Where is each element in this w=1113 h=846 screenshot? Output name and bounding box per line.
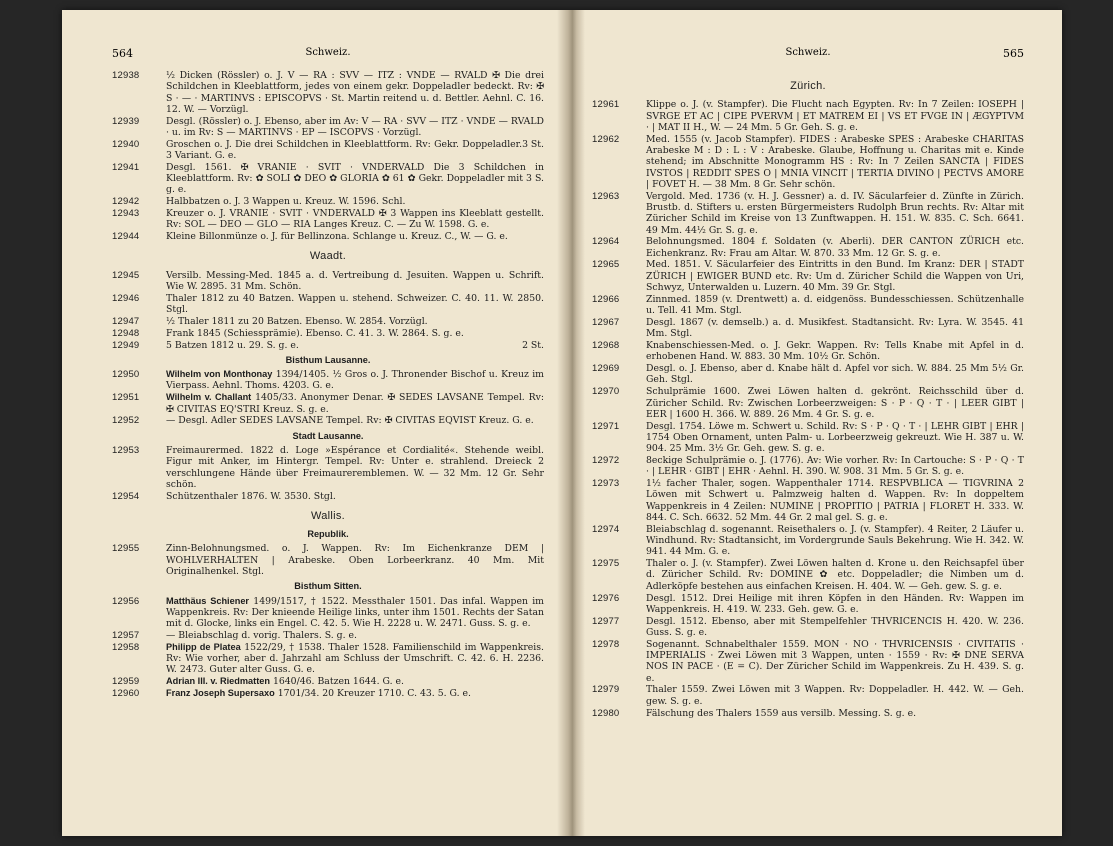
entry-text [166, 208, 544, 231]
lot-number: 12963 [592, 190, 620, 202]
entry-text [166, 392, 544, 415]
entry-description: 1640/46. Batzen 1644. G. e. [269, 676, 404, 688]
lot-number: 12944 [112, 231, 140, 243]
entry-description: Kreuzer o. J. VRANIE · SVIT · VNDERVALD ✠ 3 Wappen ins Kleeblatt gestellt. Rv: SOL — DEO — GLO — RIA Langes Kreuz. C. — Zu W. 1598. G. e. [166, 208, 544, 231]
entry-description: Desgl. (Rössler) o. J. Ebenso, aber im Av: V — RA · SVV — ITZ · VNDE — RVALD · u. im Rv: S — MARTINVS · EP — ISCOPVS · Vorzügl. [166, 115, 544, 138]
catalog-entry [112, 642, 544, 676]
catalog-entry [112, 491, 544, 502]
lot-number: 12939 [112, 115, 140, 127]
catalog-entry [592, 524, 1024, 558]
entry-description: — Bleiabschlag d. vorig. Thalers. S. g. e. [166, 630, 358, 642]
entry-text [646, 99, 1024, 133]
catalog-entry [112, 116, 544, 139]
ruler-name: Adrian III. v. Riedmatten [166, 676, 270, 687]
lot-number: 12967 [592, 316, 620, 328]
entry-description: Desgl. 1512. Ebenso, aber mit Stempelfehler THVRICENCIS H. 420. W. 236. Guss. S. g. e. [646, 615, 1024, 638]
lot-number: 12955 [112, 543, 140, 555]
lot-number: 12959 [112, 676, 140, 688]
catalog-entry [592, 340, 1024, 363]
catalog-entry [592, 294, 1024, 317]
catalog-entry [112, 630, 544, 641]
subsection-heading: Stadt Lausanne. [292, 430, 364, 441]
right-running-title: Schweiz. [785, 47, 831, 58]
lot-number: 12979 [592, 684, 620, 696]
piece-count: 3 St. [522, 138, 544, 150]
lot-number: 12946 [112, 292, 140, 304]
catalog-entry [592, 134, 1024, 190]
entry-text [646, 593, 1024, 616]
entry-description: 1522/29, † 1538. Thaler 1528. Familienschild im Wappenkreis. Rv: Wie vorher, aber d. Jahrzahl am Schluss der Umschrift. C. 42. 6. H. 2236. W. 2473. Guter alter Guss. G. e. [166, 641, 544, 676]
lot-number: 12938 [112, 70, 140, 81]
entry-text [166, 116, 544, 139]
entry-description: Groschen o. J. Die drei Schildchen in Kleeblattform. Rv: Gekr. Doppeladler. 3 Variant. G. e. [166, 138, 523, 162]
lot-number: 12958 [112, 641, 140, 653]
entry-description: Med. 1851. V. Säcularfeier des Eintritts in den Bund. Im Kranz: DER | STADT ZÜRICH | EWIGER BUND etc. Rv: Um d. Züricher Schild die Wappen von Uri, Schwyz, Unterwalden u. Luzern. 40 Mm. 39 Gr. Stgl. [646, 259, 1024, 294]
lot-number: 12968 [592, 340, 620, 352]
entry-description: Desgl. 1512. Drei Heilige mit ihren Köpfen in den Händen. Rv: Wappen im Wappenkreis. H. 419. W. 233. Geh. gew. G. e. [646, 592, 1024, 615]
catalog-entry [112, 688, 544, 699]
catalog-entry [112, 208, 544, 231]
entry-description: Desgl. 1867 (v. demselb.) a. d. Musikfest. Stadtansicht. Rv: Lyra. W. 3545. 41 Mm. Stgl. [646, 316, 1024, 340]
entry-description: Kleine Billonmünze o. J. für Bellinzona. Schlange u. Kreuz. C., W. — G. e. [166, 231, 508, 243]
lot-number: 12952 [112, 415, 140, 427]
entry-text [166, 445, 544, 490]
ruler-name: Matthäus Schiener [166, 595, 250, 606]
catalog-entry [112, 340, 544, 351]
entry-description: Vergold. Med. 1736 (v. H. J. Gessner) a. d. IV. Säcularfeier d. Zünfte in Zürich. Brustb. d. Stifters u. ersten Bürgermeisters Rudolph Brun rechts. Rv: Altar mit Züricher Schild im Kreise von 13 Zunftwappen. H. 151. W. 835. C. Sch. 6641. 49 Mm. 44½ Gr. S. g. e. [646, 190, 1024, 236]
entry-description: 1394/1405. ½ Gros o. J. Thronender Bischof u. Kreuz im Vierpass. Aehnl. Thoms. 4203. G. e. [166, 369, 545, 392]
lot-number: 12965 [592, 259, 620, 271]
entry-description: Desgl. o. J. Ebenso, aber d. Knabe hält d. Apfel vor sich. W. 884. 25 Mm 5½ Gr. Geh. Stgl. [646, 363, 1024, 386]
lot-number: 12945 [112, 269, 140, 281]
catalog-entry [112, 70, 544, 115]
entry-description: Sogenannt. Schnabelthaler 1559. MON · NO · THVRICENSIS · CIVITATIS · IMPERIALIS · Zwei Löwen mit 3 Wappen, unten · 1559 · Rv: ✠ DNE SERVA NOS IN PACE · (E = C). Der Züricher Schild im Wappenkreis. Zu H. 439. S. g. e. [646, 638, 1024, 684]
catalog-entry [112, 392, 544, 415]
entry-description: Klippe o. J. (v. Stampfer). Die Flucht nach Egypten. Rv: In 7 Zeilen: IOSEPH | SVRGE ET AC | CIPE PVERVM | ET MATREM EI | VS ET FVGE IN | ÆGYPTVM · | MAT II H., W. — 24 Mm. 5 Gr. Geh. S. g. e. [646, 99, 1024, 133]
lot-number: 12941 [112, 161, 140, 173]
catalog-entry [112, 231, 544, 242]
catalog-entry [592, 191, 1024, 236]
lot-number: 12940 [112, 138, 140, 150]
entry-description: 8eckige Schulprämie o. J. (1776). Av: Wie vorher. Rv: In Cartouche: S · P · Q · T · | LEHR · GIBT | EHR · Aehnl. H. 390. W. 908. 31 Mm. 5 Gr. S. g. e. [646, 455, 1024, 478]
lot-number: 12943 [112, 208, 140, 220]
section-heading: Zürich. [790, 80, 826, 92]
lot-number: 12950 [112, 369, 140, 381]
catalog-entry [112, 676, 544, 687]
entry-description: Bleiabschlag d. sogenannt. Reisethalers o. J. (v. Stampfer). 4 Reiter, 2 Läufer u. Windhund. Rv: Stadtansicht, im Vordergrunde Sauls Bekehrung. Wie H. 342. W. 941. 44 Mm. G. e. [646, 523, 1024, 558]
catalog-entry [592, 363, 1024, 386]
lot-number: 12942 [112, 196, 140, 208]
subsection-heading: Bisthum Sitten. [294, 581, 362, 592]
lot-number: 12978 [592, 638, 620, 650]
catalog-entry [592, 317, 1024, 340]
catalog-entry [112, 369, 544, 392]
catalog-entry [592, 708, 1024, 719]
entry-text [646, 616, 1024, 639]
entry-text [166, 543, 544, 577]
entry-text [646, 478, 1024, 523]
catalog-entry [592, 386, 1024, 420]
entry-text [646, 708, 1024, 719]
lot-number: 12976 [592, 592, 620, 604]
entry-text [166, 688, 544, 699]
entry-description: 1701/34. 20 Kreuzer 1710. C. 43. 5. G. e. [274, 688, 472, 700]
entry-description: Schulprämie 1600. Zwei Löwen halten d. gekrönt. Reichsschild über d. Züricher Schild. Rv: Zwischen Lorbeerzweigen: S · P · Q · T · | LEER GIBT | EER | 1600 H. 366. W. 889. 26 Mm. 4 Gr. S. g. e. [646, 386, 1024, 420]
catalog-entry [592, 684, 1024, 707]
lot-number: 12971 [592, 420, 620, 432]
entry-text [166, 162, 544, 196]
ruler-name: Wilhelm v. Challant [166, 392, 252, 403]
catalog-entry [112, 445, 544, 490]
entry-text [166, 596, 544, 630]
lot-number: 12954 [112, 490, 140, 502]
entry-description: Halbbatzen o. J. 3 Wappen u. Kreuz. W. 1596. Schl. [166, 196, 406, 208]
entry-description: 1499/1517, † 1522. Messthaler 1501. Das infal. Wappen im Wappenkreis. Rv: Der knieende Heilige links, unter ihm 1501. Rechts der Satan mit d. Glocke, links ein Engel. C. 42. 5. Wie H. 2228 u. W. 2471. Guss. S. g. e. [166, 595, 544, 630]
entry-text [166, 676, 544, 687]
catalog-entry [112, 293, 544, 316]
right-page-number: 565 [1003, 47, 1024, 60]
entry-description: 1405/33. Anonymer Denar. ✠ SEDES LAVSANE Tempel. Rv: ✠ CIVITAS EQ'STRI Kreuz. S. g. e. [166, 392, 544, 415]
entry-description: Frank 1845 (Schiessprämie). Ebenso. C. 41. 3. W. 2864. S. g. e. [166, 327, 464, 339]
catalog-entry [592, 593, 1024, 616]
section-heading: Wallis. [310, 509, 346, 522]
catalog-entry [592, 639, 1024, 684]
entry-description: Schützenthaler 1876. W. 3530. Stgl. [166, 490, 336, 502]
entry-text [646, 317, 1024, 340]
piece-count: 2 St. [522, 339, 544, 351]
entry-description: ½ Thaler 1811 zu 20 Batzen. Ebenso. W. 2854. Vorzügl. [166, 315, 428, 327]
catalog-entry [112, 596, 544, 630]
entry-description: Thaler o. J. (v. Stampfer). Zwei Löwen halten d. Krone u. den Reichsapfel über d. Züricher Schild. Rv: DOMINE ✿ etc. Doppeladler; die Nimben um d. Adlerköpfe bestehen aus einfachen Kreisen. H. 404. W. — Geh. gew. S. g. e. [646, 558, 1024, 592]
catalog-entry [112, 162, 544, 196]
entry-text [646, 134, 1024, 190]
entry-text [166, 70, 544, 115]
right-page [592, 72, 1024, 719]
entry-description: Med. 1555 (v. Jacob Stampfer). FIDES : Arabeske SPES : Arabeske CHARITAS Arabeske M : D : L : V : Arabeske. Glaube, Hoffnung u. Charitas mit e. Kinde stehend; im Abschnitte Monogramm HS : Rv: In 7 Zeilen SANCTA | FIDES IVSTOS | REDDIT SPES O | MNIA VINCIT | TERTIA DIVINO | PECTVS AMORE | FOVET H. — 38 Mm. 8 Gr. Sehr schön. [646, 133, 1024, 190]
entry-description: Desgl. 1754. Löwe m. Schwert u. Schild. Rv: S · P · Q · T · | LEHR GIBT | EHR | 1754 Oben Ornament, unten Palm- u. Lorbeerzweig gekreuzt. Wie H. 387 u. W. 904. 25 Mm. 3½ Gr. Geh. gew. S. g. e. [646, 420, 1024, 455]
lot-number: 12947 [112, 315, 140, 327]
entry-text [166, 316, 544, 327]
entry-text [166, 491, 544, 502]
lot-number: 12961 [592, 99, 620, 111]
lot-number: 12970 [592, 386, 620, 398]
entry-text [166, 415, 544, 426]
lot-number: 12964 [592, 236, 620, 248]
lot-number: 12969 [592, 363, 620, 375]
entry-text [166, 369, 544, 392]
lot-number: 12951 [112, 392, 140, 404]
entry-text [646, 340, 1024, 363]
lot-number: 12966 [592, 293, 620, 305]
entry-description: Belohnungsmed. 1804 f. Soldaten (v. Aberli). DER CANTON ZÜRICH etc. Eichenkranz. Rv: Frau am Altar. W. 870. 33 Mm. 12 Gr. S. g. e. [646, 236, 1024, 259]
entry-text [646, 236, 1024, 259]
left-running-title: Schweiz. [305, 47, 351, 58]
subsection-heading: Bisthum Lausanne. [285, 354, 371, 365]
catalog-entry [112, 270, 544, 293]
entry-text [166, 642, 544, 676]
book-spread [62, 10, 1062, 836]
catalog-entry [592, 558, 1024, 592]
entry-description: Thaler 1812 zu 40 Batzen. Wappen u. stehend. Schweizer. C. 40. 11. W. 2850. Stgl. [166, 292, 544, 316]
entry-description: ½ Dicken (Rössler) o. J. V — RA : SVV — ITZ : VNDE — RVALD ✠ Die drei Schildchen in Kleeblattform, jedes von einem gekr. Doppeladler bedeckt. Rv: ✠ S · — · MARTINVS : EPISCOPVS · St. Martin reitend u. d. Bettler. Aehnl. C. 16. 12. W. — Vorzügl. [166, 70, 544, 115]
entry-description: — Desgl. Adler SEDES LAVSANE Tempel. Rv: ✠ CIVITAS EQVIST Kreuz. G. e. [166, 415, 534, 427]
lot-number: 12960 [112, 688, 140, 700]
entry-text [646, 386, 1024, 420]
entry-text [646, 421, 1024, 455]
entry-description: 1½ facher Thaler, sogen. Wappenthaler 1714. RESPVBLICA — TIGVRINA 2 Löwen mit Schwert u. Palmzweig halten d. Wappen. Rv: In doppeltem Wappenkreis in 4 Zeilen: NUMINE | PROPITIO | PATRIA | FLORET H. 333. W. 844. C. Sch. 6632. 52 Mm. 44 Gr. 2 mal gel. S. g. e. [646, 478, 1024, 523]
catalog-entry [592, 236, 1024, 259]
ruler-name: Franz Joseph Supersaxo [166, 688, 275, 699]
lot-number: 12980 [592, 707, 620, 719]
lot-number: 12972 [592, 455, 620, 466]
lot-number: 12957 [112, 630, 140, 642]
catalog-entry [592, 421, 1024, 455]
lot-number: 12949 [112, 339, 140, 351]
entry-description: Desgl. 1561. ✠ VRANIE · SVIT · VNDERVALD Die 3 Schildchen in Kleeblattform. Rv: ✿ SOLI ✿ DEO ✿ GLORIA ✿ 61 ✿ Gekr. Doppeladler mit 3 S. g. e. [166, 161, 544, 196]
entry-text [646, 684, 1024, 707]
entry-text [166, 340, 544, 351]
left-page [112, 70, 544, 700]
lot-number: 12974 [592, 523, 620, 535]
catalog-entry [592, 616, 1024, 639]
catalog-entry [112, 196, 544, 207]
catalog-entry [592, 259, 1024, 293]
catalog-entry [112, 328, 544, 339]
left-page-number: 564 [112, 47, 133, 60]
entry-text [166, 196, 544, 207]
catalog-entry [112, 139, 544, 162]
entry-description: Zinn-Belohnungsmed. o. J. Wappen. Rv: Im Eichenkranze DEM | WOHLVERHALTEN | Arabeske. Oben Lorbeerkranz. 40 Mm. Mit Originalhenkel. Stgl. [166, 543, 544, 578]
entry-description: Zinnmed. 1859 (v. Drentwett) a. d. eidgenöss. Bundesschiessen. Schützenhalle u. Tell. 41 Mm. Stgl. [646, 293, 1024, 317]
entry-text [166, 630, 544, 641]
entry-text [166, 231, 544, 242]
entry-text [646, 558, 1024, 592]
entry-description: Fälschung des Thalers 1559 aus versilb. Messing. S. g. e. [646, 707, 917, 719]
lot-number: 12975 [592, 558, 620, 570]
catalog-entry [592, 478, 1024, 523]
ruler-name: Philipp de Platea [166, 641, 241, 652]
entry-text [646, 524, 1024, 558]
catalog-entry [112, 415, 544, 426]
entry-text [166, 293, 544, 316]
catalog-entry [592, 455, 1024, 478]
lot-number: 12948 [112, 327, 140, 339]
entry-description: Freimaurermed. 1822 d. Loge »Espérance et Cordialité«. Stehende weibl. Figur mit Anker, im Hintergr. Tempel. Rv: Unter e. strahlend. Dreieck 2 verschlungene Hände über Freimaureremblemen. W. — 32 Mm. 12 Gr. Sehr schön. [166, 444, 544, 490]
entry-description: Thaler 1559. Zwei Löwen mit 3 Wappen. Rv: Doppeladler. H. 442. W. — Geh. gew. S. g. e. [646, 684, 1024, 707]
lot-number: 12962 [592, 133, 620, 145]
entry-text [166, 328, 544, 339]
catalog-entry [112, 316, 544, 327]
ruler-name: Wilhelm von Monthonay [166, 369, 273, 380]
lot-number: 12973 [592, 478, 620, 490]
catalog-entry [592, 99, 1024, 133]
entry-text [646, 639, 1024, 684]
entry-description: 5 Batzen 1812 u. 29. S. g. e. [166, 339, 299, 351]
entry-text [166, 270, 544, 293]
entry-text [646, 455, 1024, 478]
entry-text [646, 294, 1024, 317]
entry-description: Knabenschiessen-Med. o. J. Gekr. Wappen. Rv: Tells Knabe mit Apfel in d. erhobenen Hand. W. 883. 30 Mm. 10½ Gr. Schön. [646, 340, 1024, 363]
entry-text [646, 191, 1024, 236]
lot-number: 12977 [592, 615, 620, 627]
subsection-heading: Republik. [307, 529, 349, 540]
entry-description: Versilb. Messing-Med. 1845 a. d. Vertreibung d. Jesuiten. Wappen u. Schrift. Wie W. 2895. 31 Mm. Schön. [166, 269, 544, 293]
lot-number: 12956 [112, 595, 140, 607]
lot-number: 12953 [112, 444, 140, 456]
entry-text [166, 139, 544, 162]
section-heading: Waadt. [309, 250, 347, 263]
entry-text [646, 259, 1024, 293]
book-gutter [557, 10, 585, 836]
entry-text [646, 363, 1024, 386]
catalog-entry [112, 543, 544, 577]
